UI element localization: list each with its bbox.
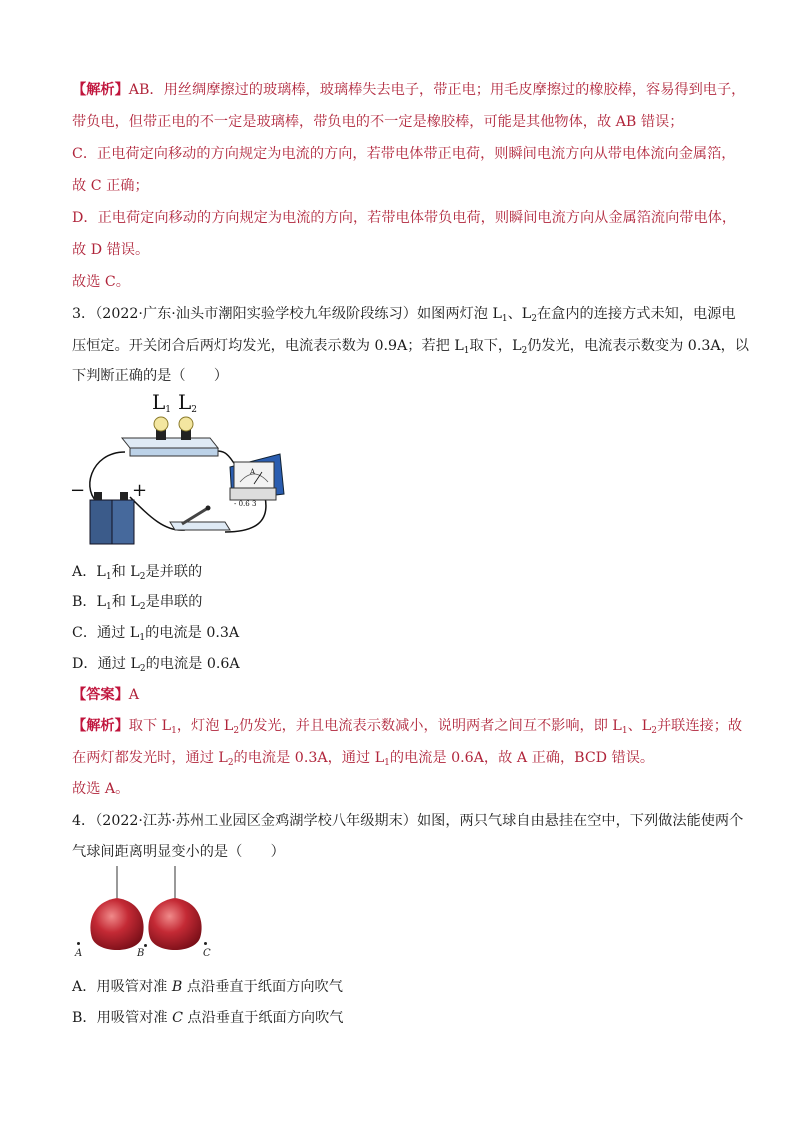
lamp-box-top [122, 438, 218, 448]
lamp-box-side [130, 448, 218, 456]
ammeter-letter: A [250, 468, 256, 476]
battery-cell-2 [112, 500, 134, 544]
q3-conclusion: 故选 A。 [72, 781, 130, 797]
battery-terminal-pos [120, 492, 128, 500]
analysis-line-1: 【解析】AB．用丝绸摩擦过的玻璃棒，玻璃棒失去电子，带正电；用毛皮摩擦过的橡胶棒，容易得到电子， [72, 82, 746, 98]
q4-option-a: A．用吸管对准 B 点沿垂直于纸面方向吹气 [72, 979, 343, 995]
q3-stem-line-2: 压恒定。开关闭合后两灯均发光，电流表示数为 0.9A；若把 $L_1$取下，$L_2$仍发光，电流表示数变为 0.3A，以 [72, 338, 749, 356]
q3-stem-line-3: 下判断正确的是（ ） [72, 368, 229, 384]
lamp1-label: $L_1$ [152, 390, 172, 415]
switch-knob [206, 506, 211, 511]
battery-minus-label: − [70, 480, 86, 501]
lamp2-label: $L_2$ [178, 390, 198, 415]
point-c-label: C [203, 948, 211, 959]
balloons-diagram [70, 866, 220, 966]
point-a-label: A [75, 948, 83, 959]
q3-stem-line-1: 3．（2022·广东·汕头市潮阳实验学校九年级阶段练习）如图两灯泡 $L_1$、$L_2$在盒内的连接方式未知，电源电 [72, 306, 736, 324]
q4-stem-line-2: 气球间距离明显变小的是（ ） [72, 844, 285, 860]
q3-option-b: B．$L_1$和 $L_2$是串联的 [72, 594, 203, 612]
q3-analysis-line-2: 在两灯都发光时，通过 $L_2$的电流是 0.3A，通过 $L_1$的电流是 0.6A，故 A 正确，BCD 错误。 [72, 750, 655, 768]
analysis-tag: 【解析】 [72, 82, 129, 98]
circuit-diagram [70, 392, 300, 552]
point-c-dot [204, 942, 207, 945]
lamp2-bulb [179, 417, 193, 431]
analysis-line-6: 故 D 错误。 [72, 242, 150, 258]
balloons-figure [70, 866, 220, 966]
q4-option-b: B．用吸管对准 C 点沿垂直于纸面方向吹气 [72, 1010, 344, 1026]
balloon-left [90, 898, 143, 950]
switch-base [170, 522, 230, 530]
point-b-label: B [137, 948, 145, 959]
q3-analysis-line-1: 【解析】取下 $L_1$，灯泡 $L_2$仍发光，并且电流表示数减小，说明两者之间互不影响，即 $L_1$、$L_2$并联连接；故 [72, 718, 743, 736]
q3-option-c: C．通过 $L_1$的电流是 0.3A [72, 625, 240, 643]
q4-stem-line-1: 4．（2022·江苏·苏州工业园区金鸡湖学校八年级期末）如图，两只气球自由悬挂在空中，下列做法能使两个 [72, 813, 744, 829]
q3-answer: 【答案】A [72, 687, 140, 703]
battery-cell-1 [90, 500, 112, 544]
point-a-dot [77, 942, 80, 945]
circuit-figure [70, 392, 300, 552]
balloon-right [148, 898, 201, 950]
analysis-line-2: 带负电，但带正电的不一定是玻璃棒，带负电的不一定是橡胶棒，可能是其他物体，故 AB 错误； [72, 114, 684, 130]
q3-option-d: D．通过 $L_2$的电流是 0.6A [72, 656, 240, 674]
lamp1-bulb [154, 417, 168, 431]
analysis-line-4: 故 C 正确； [72, 178, 149, 194]
battery-plus-label: + [132, 480, 148, 501]
analysis-conclusion: 故选 C。 [72, 274, 130, 290]
analysis-line-5: D．正电荷定向移动的方向规定为电流的方向，若带电体带负电荷，则瞬间电流方向从金属箔流向带电体， [72, 210, 737, 226]
ammeter-terminal-strip [230, 488, 276, 500]
point-b-dot [144, 944, 147, 947]
battery-terminal-neg [94, 492, 102, 500]
analysis-line-3: C．正电荷定向移动的方向规定为电流的方向，若带电体带正电荷，则瞬间电流方向从带电体流向金属箔， [72, 146, 736, 162]
q3-option-a: A．$L_1$和 $L_2$是并联的 [72, 564, 203, 582]
ammeter-scale-label: - 0.6 3 [234, 500, 257, 508]
